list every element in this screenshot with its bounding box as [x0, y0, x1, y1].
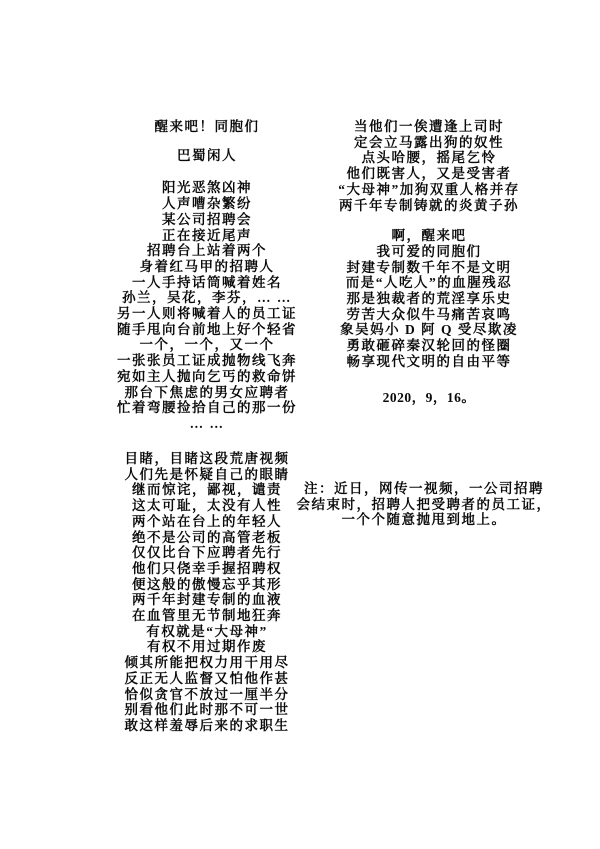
poem-line: 倾其所能把权力用干用尽	[124, 655, 290, 671]
poem-line: 他们只侥幸手握招聘权	[132, 560, 282, 576]
poem-line: 别看他们此时那不可一世	[124, 702, 290, 718]
poem-line: 仅仅比台下应聘者先行	[132, 545, 282, 561]
poem-stanza-4	[303, 228, 555, 369]
poem-line: 宛如主人抛向乞丐的救命饼	[117, 368, 297, 384]
poem-line: 劳苦大众似牛马痛苦哀鸣	[346, 306, 512, 322]
poem-line: 这太可耻，太没有人性	[132, 498, 282, 514]
poem-line: 那是独裁者的荒淫享乐史	[346, 291, 512, 307]
poem-line: 忙着弯腰捡拾自己的那一份	[117, 400, 297, 416]
poem-line: 他们既害人，又是受害者	[346, 166, 512, 182]
poem-line: 两千年专制铸就的炎黄子孙	[339, 197, 519, 213]
poem-line: 我可爱的同胞们	[376, 243, 482, 259]
poem-line: 反正无人监督又怕他作甚	[124, 670, 290, 686]
poem-date: 2020，9，16。	[382, 389, 476, 405]
poem-line: 恰似贪官不放过一厘半分	[124, 686, 290, 702]
poem-line: 一张张员工证成抛物线飞奔	[117, 353, 297, 369]
poem-line: 勇敢砸碎秦汉轮回的怪圈	[346, 338, 512, 354]
poem-line: 人们先是怀疑自己的眼睛	[124, 466, 290, 482]
poem-stanza-3	[303, 119, 555, 213]
spacer	[303, 370, 555, 390]
poem-line: 招聘台上站着两个	[147, 243, 267, 259]
poem-line: 孙兰，吴花，李芬，… …	[122, 290, 292, 306]
poem-right-top-section	[303, 119, 555, 405]
poem-line: 阳光恶煞凶神	[162, 180, 252, 196]
poem-line: … …	[189, 415, 225, 431]
poem-line: 随手甩向台前地上好个轻省	[117, 321, 297, 337]
poem-title: 醒来吧！同胞们	[154, 119, 260, 134]
poem-line: 人声嘈杂繁纷	[162, 196, 252, 212]
poem-line: 有权不用过期作废	[147, 639, 267, 655]
poem-line: 两千年封建专制的血液	[132, 592, 282, 608]
poem-line: 象吴妈小 D 阿 Q 受尽欺凌	[340, 322, 518, 338]
poem-line: 某公司招聘会	[162, 211, 252, 227]
poem-line: 继而惊诧，鄙视，谴责	[132, 482, 282, 498]
poem-line: 一人手持话筒喊着姓名	[132, 274, 282, 290]
poem-line: 敢这样羞辱后来的求职生	[124, 717, 290, 733]
poem-line: 正在接近尾声	[162, 227, 252, 243]
poem-line: 封建专制数千年不是文明	[346, 259, 512, 275]
poem-line: 另一人则将喊着人的员工证	[117, 306, 297, 322]
poem-line: 定会立马露出狗的奴性	[354, 134, 504, 150]
poem-line: 两个站在台上的年轻人	[132, 513, 282, 529]
poem-line: 身着红马甲的招聘人	[139, 258, 275, 274]
poem-line: “大母神”加狗双重人格并存	[338, 181, 520, 197]
poem-line: 目睹，目睹这段荒唐视频	[124, 451, 290, 466]
poem-line: 当他们一俟遭逢上司时	[354, 119, 504, 134]
poem-line: 而是“人吃人”的血腥残忍	[345, 275, 513, 291]
poem-line: 绝不是公司的高管老板	[132, 529, 282, 545]
poem-line: 啊，醒来吧	[391, 228, 467, 244]
editor-note	[295, 481, 553, 528]
poem-line: 那台下焦虑的男女应聘者	[124, 384, 290, 400]
poem-line: 在血管里无节制地狂奔	[132, 608, 282, 624]
poem-line: 畅享现代文明的自由平等	[346, 353, 512, 369]
poem-line: 点头哈腰，摇尾乞怜	[361, 150, 497, 166]
poem-line: 一个个随意抛甩到地上。	[341, 512, 507, 528]
poem-line: 一个，一个，又一个	[139, 337, 275, 353]
poem-line: 会结束时，招聘人把受聘者的员工证，	[296, 496, 552, 512]
poem-line: 有权就是“大母神”	[146, 623, 268, 639]
spacer	[303, 213, 555, 228]
poem-line: 注：近日，网传一视频，一公司招聘	[304, 481, 544, 496]
poem-line: 便这般的傲慢忘乎其形	[132, 576, 282, 592]
poem-author: 巴蜀闲人	[177, 147, 237, 163]
